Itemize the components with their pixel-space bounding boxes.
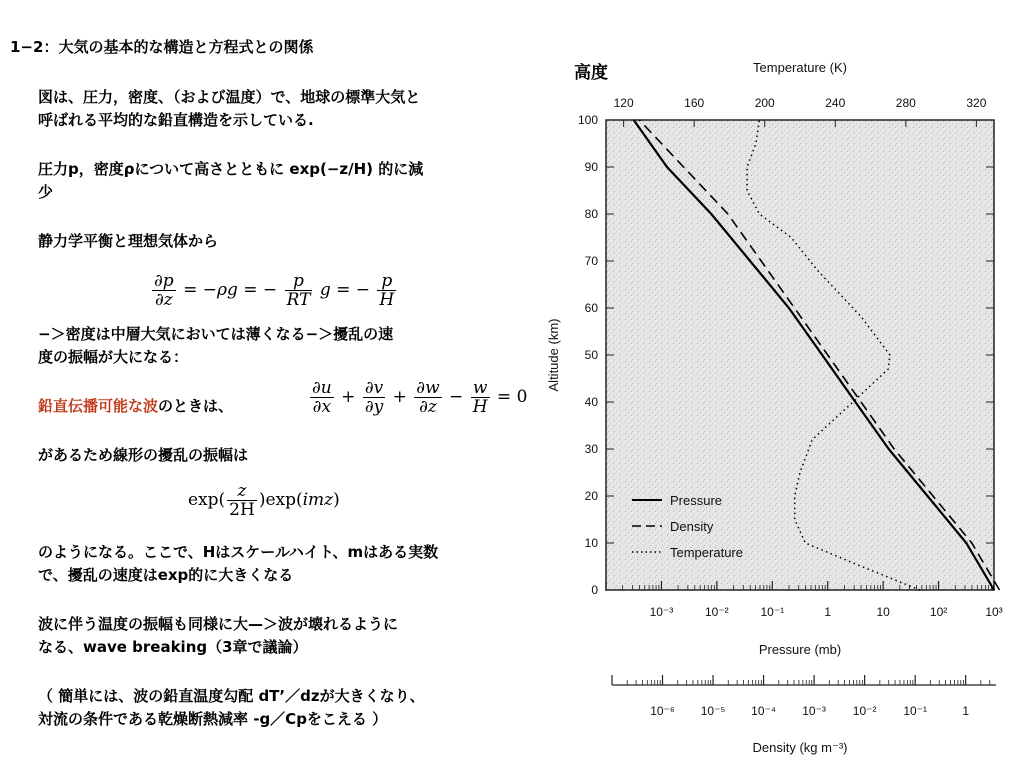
density-axis (612, 675, 996, 718)
altitude-tick-label: 80 (584, 207, 598, 221)
paragraph-1-line-2: 呼ばれる平均的な鉛直構造を示している. (38, 111, 314, 129)
eq2-a-den: ∂x (312, 397, 332, 417)
altitude-tick-label: 0 (591, 583, 598, 597)
pressure-axis-label: Pressure (mb) (758, 642, 842, 657)
paragraph-8-line-2: なる、wave breaking（3章で議論） (38, 638, 308, 656)
eq3-end: ) (333, 490, 340, 510)
altitude-tick-label: 30 (584, 442, 598, 456)
pressure-tick-label: 10⁻¹ (760, 605, 785, 619)
paragraph-9-line-1: （ 簡単には、波の鉛直温度勾配 dT’／dzが大きくなり、 (38, 687, 425, 705)
slide-heading: 1−2：大気の基本的な構造と方程式との関係 (10, 38, 314, 56)
density-tick-label: 1 (962, 704, 970, 718)
eq3-num: z (227, 482, 257, 501)
paragraph-3: 静力学平衡と理想気体から (38, 232, 219, 250)
altitude-tick-label: 70 (584, 254, 598, 268)
eq2-plus-1: + (341, 387, 356, 407)
temperature-axis-label: Temperature (K) (753, 60, 847, 75)
eq3-imz: imz (302, 490, 334, 510)
temperature-tick-label: 200 (754, 96, 775, 110)
altitude-tick-label: 90 (584, 160, 598, 174)
eq3-post: )exp( (258, 490, 303, 510)
temperature-tick-label: 240 (825, 96, 846, 110)
eq3-pre: exp( (188, 490, 226, 510)
altitude-axis-label: Altitude (km) (546, 318, 561, 392)
paragraph-5-rest: のときは、 (158, 397, 234, 415)
density-tick-label: 10⁻³ (802, 704, 826, 718)
eq2-b-num: ∂v (364, 378, 384, 398)
eq2-a-num: ∂u (312, 378, 332, 398)
pressure-tick-label: 10⁻³ (649, 605, 674, 619)
eq2-c-num: ∂w (416, 378, 440, 398)
eq1-f2-den: H (379, 290, 395, 310)
density-axis-label: Density (kg m⁻³) (752, 740, 848, 755)
eq2-b-den: ∂y (364, 397, 384, 417)
density-tick-label: 10⁻⁵ (700, 704, 726, 718)
density-tick-label: 10⁻⁶ (650, 704, 675, 718)
altitude-tick-label: 10 (584, 536, 598, 550)
eq1-lhs-den: ∂z (154, 290, 173, 310)
paragraph-8-line-1: 波に伴う温度の振幅も同様に大—＞波が壊れるように (38, 615, 399, 633)
paragraph-4-line-1: −＞密度は中層大気においては薄くなる−＞擾乱の速 (38, 325, 394, 343)
legend-label-temperature: Temperature (670, 545, 743, 560)
temperature-tick-label: 320 (966, 96, 987, 110)
temperature-tick-label: 120 (613, 96, 634, 110)
vertical-propagating-wave-highlight: 鉛直伝播可能な波 (38, 397, 159, 415)
paragraph-9-line-2: 対流の条件である乾燥断熱減率 -g／Cpをこえる ） (38, 710, 388, 728)
density-tick-label: 10⁻¹ (903, 704, 928, 718)
eq2-c-den: ∂z (419, 397, 437, 417)
altitude-tick-label: 60 (584, 301, 598, 315)
paragraph-6: があるため線形の擾乱の振幅は (38, 446, 249, 464)
temperature-tick-label: 280 (895, 96, 916, 110)
altitude-tick-label: 20 (584, 489, 598, 503)
temperature-tick-label: 160 (684, 96, 705, 110)
paragraph-2-line-1: 圧力p，密度ρについて高さとともに exp(−z/H) 的に減 (38, 160, 424, 178)
legend-label-pressure: Pressure (670, 493, 723, 508)
eq1-f2-num: p (377, 272, 396, 291)
pressure-tick-label: 10 (876, 605, 890, 619)
plot-area (606, 120, 994, 590)
eq2-d-den: H (472, 397, 488, 417)
eq3-den: 2H (229, 500, 255, 520)
eq1-lhs-num: ∂p (154, 271, 174, 291)
paragraph-1-line-1: 図は、圧力，密度、（および温度）で、地球の標準大気と (38, 88, 421, 106)
eq1-mid2: g = − (319, 280, 371, 300)
figure-label-altitude: 高度 (574, 63, 608, 83)
eq2-equals-zero: = 0 (496, 387, 528, 407)
paragraph-7-line-1: のようになる。ここで、Hはスケールハイト、mはある実数 (38, 543, 439, 561)
pressure-tick-label: 1 (824, 605, 832, 619)
pressure-tick-label: 10³ (985, 605, 1003, 619)
density-tick-label: 10⁻² (852, 704, 877, 718)
density-tick-label: 10⁻⁴ (751, 704, 777, 718)
altitude-tick-label: 50 (584, 348, 598, 362)
eq1-f1-num: p (285, 272, 313, 291)
legend-label-density: Density (670, 519, 714, 534)
paragraph-2-line-2: 少 (38, 183, 54, 201)
eq1-f1-den: RT (286, 290, 311, 310)
eq1-mid1: = −ρg = − (183, 280, 278, 300)
pressure-tick-label: 10² (929, 605, 948, 619)
paragraph-4-line-2: 度の振幅が大になる： (38, 348, 189, 366)
paragraph-7-line-2: で、擾乱の速度はexp的に大きくなる (38, 566, 294, 584)
eq2-minus: − (449, 387, 464, 407)
eq2-d-num: w (471, 379, 490, 398)
altitude-tick-label: 100 (577, 113, 598, 127)
altitude-tick-label: 40 (584, 395, 598, 409)
pressure-tick-label: 10⁻² (705, 605, 729, 619)
eq2-plus-2: + (392, 387, 407, 407)
